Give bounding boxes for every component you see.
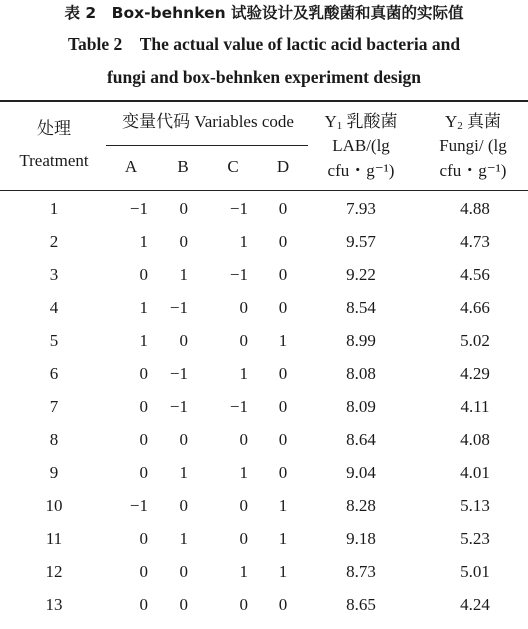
header-y2-unit-line2: cfu・g⁻¹) [439, 161, 507, 180]
cell-code-c: −1 [229, 265, 248, 284]
cell-code-c: 0 [239, 496, 248, 515]
table-row [0, 424, 528, 457]
cell-code-b: −1 [169, 397, 188, 416]
header-y1-cn: 乳酸菌 [346, 112, 398, 131]
cell-treatment: 1 [49, 199, 59, 218]
table-row [0, 457, 528, 490]
header-y1-unit-line1: LAB/(lg [332, 136, 390, 155]
cell-y2-fungi: 4.73 [460, 232, 490, 251]
cell-code-c: 0 [239, 298, 248, 317]
cell-code-c: −1 [229, 397, 248, 416]
cell-treatment: 11 [45, 529, 63, 548]
cell-code-a: 0 [139, 265, 148, 284]
cell-y1-lab: 9.57 [346, 232, 376, 251]
header-y1-subscript: 1 [336, 120, 343, 132]
cell-y1-lab: 8.99 [346, 331, 376, 350]
cell-y1-lab: 7.93 [346, 199, 376, 218]
table-row [0, 391, 528, 424]
cell-y2-fungi: 4.29 [460, 364, 490, 383]
cell-treatment: 12 [45, 562, 63, 581]
cell-y1-lab: 8.73 [346, 562, 376, 581]
table-row [0, 589, 528, 622]
cell-code-b: 0 [179, 232, 188, 251]
cell-y2-fungi: 4.56 [460, 265, 490, 284]
cell-code-a: 0 [139, 397, 148, 416]
header-treatment-en: Treatment [19, 151, 89, 170]
cell-code-c: 1 [239, 232, 248, 251]
cell-treatment: 3 [49, 265, 59, 284]
cell-code-a: 1 [139, 331, 148, 350]
table-row [0, 325, 528, 358]
table-row [0, 292, 528, 325]
cell-code-d: 0 [278, 430, 288, 449]
cell-y1-lab: 8.09 [346, 397, 376, 416]
cell-code-b: 1 [179, 463, 188, 482]
header-code-d: D [276, 157, 290, 176]
table-row [0, 556, 528, 589]
cell-code-a: 0 [139, 364, 148, 383]
cell-code-a: 1 [139, 298, 148, 317]
cell-y2-fungi: 4.66 [460, 298, 490, 317]
cell-y2-fungi: 5.13 [460, 496, 490, 515]
cell-y1-lab: 8.54 [346, 298, 376, 317]
cell-code-d: 0 [278, 298, 288, 317]
cell-code-b: 0 [179, 595, 188, 614]
variables-sub-rule [106, 145, 308, 146]
cell-y1-lab: 8.08 [346, 364, 376, 383]
table-row [0, 226, 528, 259]
table-caption-en-line1: Table 2 The actual value of lactic acid bacteria and [67, 34, 461, 54]
header-y2-subscript: 2 [457, 120, 463, 132]
cell-y1-lab: 9.18 [346, 529, 376, 548]
cell-code-c: −1 [229, 199, 248, 218]
cell-code-d: 1 [278, 529, 288, 548]
cell-code-b: 1 [179, 265, 188, 284]
cell-code-b: 0 [179, 430, 188, 449]
table-row [0, 193, 528, 226]
cell-code-b: 1 [179, 529, 188, 548]
header-y1-symbol: Y [324, 112, 337, 131]
cell-code-a: 0 [139, 463, 148, 482]
cell-code-d: 0 [278, 595, 288, 614]
cell-code-d: 0 [278, 199, 288, 218]
cell-code-c: 1 [239, 463, 248, 482]
cell-code-d: 0 [278, 265, 288, 284]
cell-code-c: 0 [239, 331, 248, 350]
cell-y1-lab: 8.28 [346, 496, 376, 515]
cell-code-c: 1 [239, 562, 248, 581]
header-treatment-cn: 处理 [37, 119, 71, 138]
cell-code-a: 0 [139, 595, 148, 614]
cell-treatment: 8 [49, 430, 59, 449]
header-y1-unit-line2: cfu・g⁻¹) [327, 161, 395, 180]
header-variables-code: 变量代码 Variables code [122, 112, 294, 131]
cell-treatment: 2 [49, 232, 59, 251]
cell-y2-fungi: 4.08 [460, 430, 490, 449]
cell-code-c: 0 [239, 430, 248, 449]
table-header-rule [0, 190, 528, 191]
table-row [0, 259, 528, 292]
cell-code-d: 0 [278, 232, 288, 251]
header-code-a: A [124, 157, 138, 176]
table-caption-en-line2: fungi and box-behnken experiment design [106, 67, 422, 87]
cell-code-d: 1 [278, 331, 288, 350]
cell-code-b: 0 [179, 199, 188, 218]
table-body [0, 193, 528, 622]
cell-y2-fungi: 5.23 [460, 529, 490, 548]
cell-y1-lab: 9.22 [346, 265, 376, 284]
cell-code-b: −1 [169, 298, 188, 317]
header-code-c: C [227, 157, 239, 176]
cell-treatment: 7 [49, 397, 59, 416]
cell-treatment: 9 [49, 463, 59, 482]
cell-treatment: 13 [45, 595, 63, 614]
cell-treatment: 6 [49, 364, 59, 383]
header-y2-symbol: Y [444, 112, 458, 131]
cell-y1-lab: 8.64 [346, 430, 376, 449]
table-row [0, 523, 528, 556]
cell-code-b: 0 [179, 496, 188, 515]
cell-y1-lab: 8.65 [346, 595, 376, 614]
cell-y2-fungi: 5.01 [460, 562, 490, 581]
header-y2-unit-line1: Fungi/ (lg [439, 136, 507, 155]
header-y1-title [308, 111, 414, 137]
table-caption-cn: 表 2 Box-behnken 试验设计及乳酸菌和真菌的实际值 [64, 4, 464, 22]
cell-code-c: 0 [239, 529, 248, 548]
cell-treatment: 10 [45, 496, 63, 515]
cell-treatment: 4 [49, 298, 59, 317]
cell-code-a: 0 [139, 529, 148, 548]
table-row [0, 490, 528, 523]
cell-code-a: −1 [129, 199, 148, 218]
cell-treatment: 5 [49, 331, 59, 350]
cell-code-a: 1 [139, 232, 148, 251]
cell-code-a: 0 [139, 562, 148, 581]
header-y2-title [420, 111, 526, 137]
cell-y2-fungi: 4.11 [460, 397, 490, 416]
cell-y2-fungi: 4.01 [460, 463, 490, 482]
cell-code-a: 0 [139, 430, 148, 449]
header-code-b: B [177, 157, 189, 176]
cell-code-c: 0 [239, 595, 248, 614]
cell-code-c: 1 [239, 364, 248, 383]
cell-code-d: 1 [278, 496, 288, 515]
table-row [0, 358, 528, 391]
header-y2-cn: 真菌 [467, 112, 502, 131]
table-top-rule [0, 100, 528, 102]
cell-code-a: −1 [129, 496, 148, 515]
cell-code-b: 0 [179, 331, 188, 350]
cell-code-b: −1 [169, 364, 188, 383]
cell-code-d: 1 [278, 562, 288, 581]
cell-code-d: 0 [278, 364, 288, 383]
cell-y1-lab: 9.04 [346, 463, 376, 482]
cell-y2-fungi: 5.02 [460, 331, 490, 350]
cell-y2-fungi: 4.88 [460, 199, 490, 218]
cell-code-d: 0 [278, 397, 288, 416]
cell-y2-fungi: 4.24 [460, 595, 490, 614]
cell-code-b: 0 [179, 562, 188, 581]
cell-code-d: 0 [278, 463, 288, 482]
